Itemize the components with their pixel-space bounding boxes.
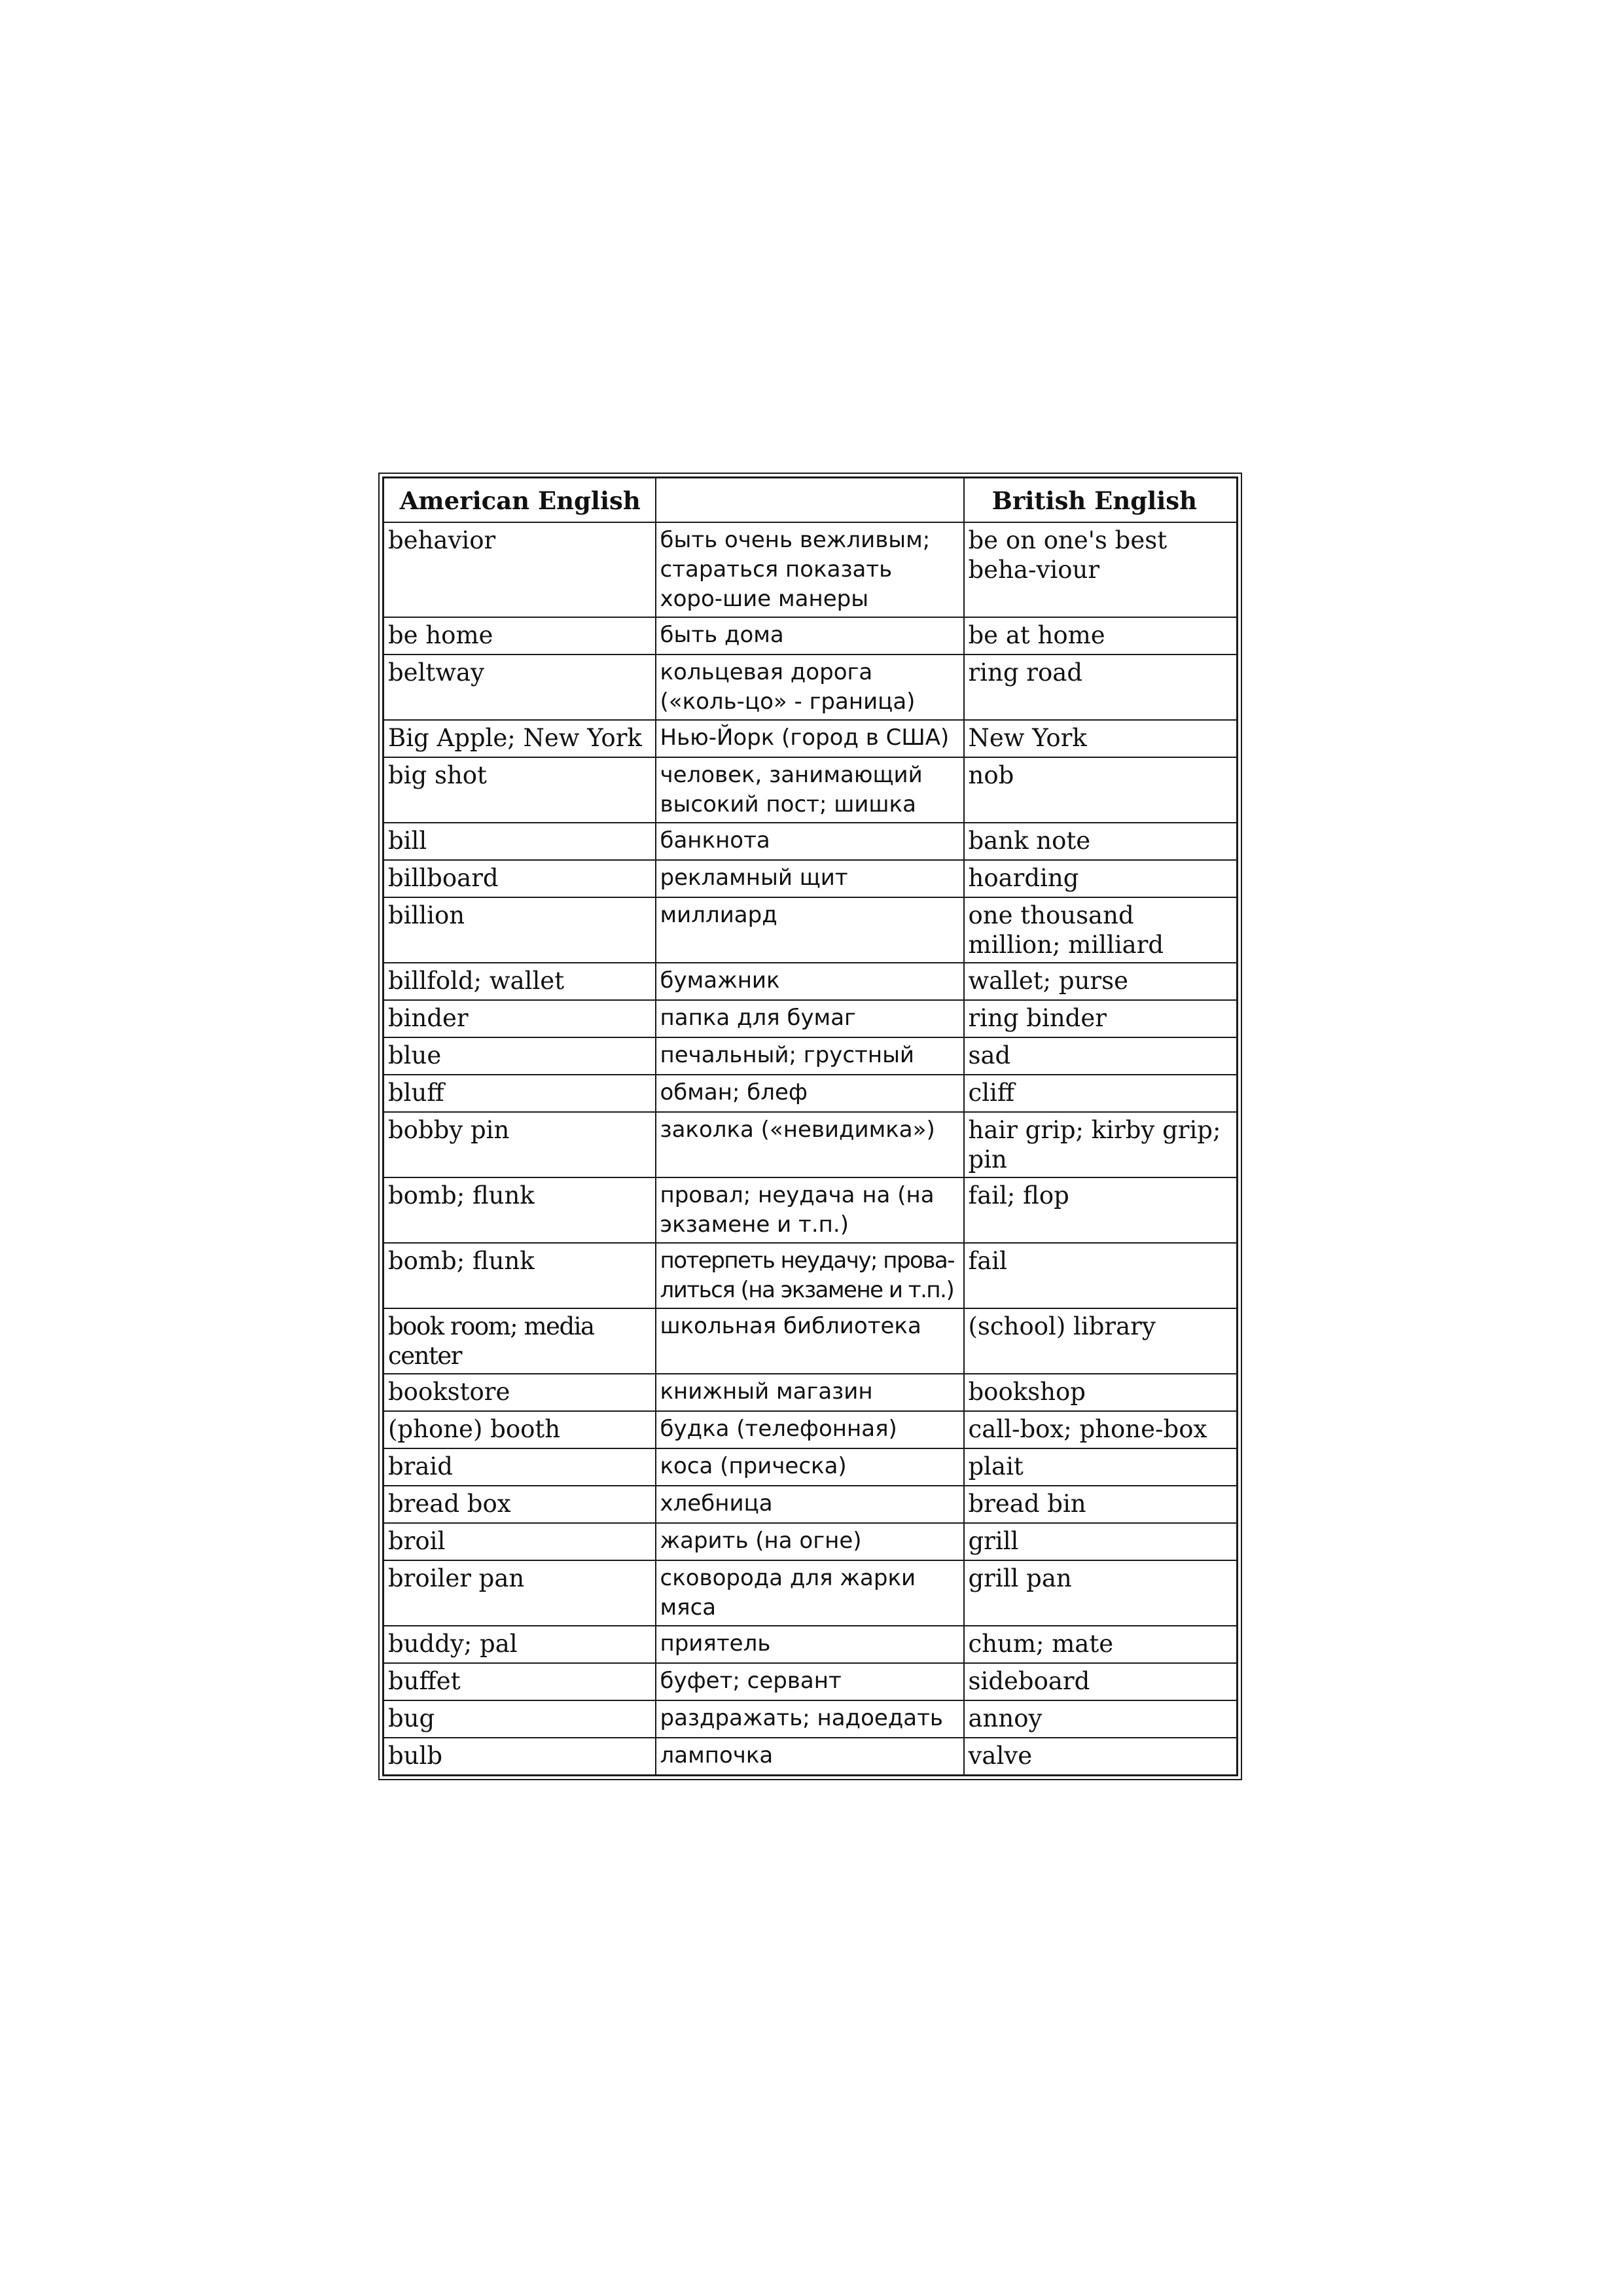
british-term: sad [964,1037,1238,1075]
russian-translation: школьная библиотека [656,1308,964,1374]
russian-translation: хлебница [656,1486,964,1523]
russian-translation: обман; блеф [656,1075,964,1112]
british-term: sideboard [964,1663,1238,1700]
american-term: (phone) booth [383,1411,656,1448]
american-term: be home [383,617,656,655]
russian-translation: заколка («невидимка») [656,1112,964,1177]
russian-translation: будка (телефонная) [656,1411,964,1448]
russian-translation: жарить (на огне) [656,1523,964,1560]
british-term: cliff [964,1075,1238,1112]
russian-translation: коса (прическа) [656,1448,964,1486]
table-row [383,1626,1238,1663]
british-term: annoy [964,1700,1238,1738]
table-row [383,1523,1238,1560]
american-term: bulb [383,1738,656,1775]
russian-translation: приятель [656,1626,964,1663]
table-row [383,1000,1238,1037]
british-term: fail; flop [964,1177,1238,1243]
american-term: bomb; flunk [383,1177,656,1243]
table-row [383,522,1238,617]
russian-translation: рекламный щит [656,860,964,897]
american-term: bluff [383,1075,656,1112]
russian-translation: банкнота [656,823,964,860]
table-row [383,720,1238,757]
russian-translation: миллиард [656,897,964,963]
british-term: wallet; purse [964,963,1238,1000]
table-row [383,1037,1238,1075]
american-term: broiler pan [383,1560,656,1626]
table-row [383,1411,1238,1448]
russian-translation: Нью-Йорк (город в США) [656,720,964,757]
british-term: plait [964,1448,1238,1486]
russian-translation: потерпеть неудачу; прова-литься (на экзамене и т.п.) [656,1243,964,1308]
table-row [383,1374,1238,1411]
british-term: ring binder [964,1000,1238,1037]
table-row [383,1112,1238,1177]
british-term: call-box; phone-box [964,1411,1238,1448]
table-row [383,897,1238,963]
russian-translation: буфет; сервант [656,1663,964,1700]
russian-translation: книжный магазин [656,1374,964,1411]
table-row [383,617,1238,655]
american-term: book room; media center [383,1308,656,1374]
british-term: chum; mate [964,1626,1238,1663]
american-term: beltway [383,655,656,720]
british-term: valve [964,1738,1238,1775]
russian-translation: лампочка [656,1738,964,1775]
british-term: nob [964,757,1238,823]
russian-translation: быть дома [656,617,964,655]
american-term: behavior [383,522,656,617]
american-term: buddy; pal [383,1626,656,1663]
table-row [383,1243,1238,1308]
glossary-table [382,476,1238,1776]
american-term: bill [383,823,656,860]
british-term: (school) library [964,1308,1238,1374]
british-term: New York [964,720,1238,757]
table-row [383,1738,1238,1775]
american-term: bomb; flunk [383,1243,656,1308]
table-row [383,1075,1238,1112]
american-term: big shot [383,757,656,823]
american-term: billfold; wallet [383,963,656,1000]
british-term: bank note [964,823,1238,860]
table-row [383,1486,1238,1523]
british-term: hair grip; kirby grip; pin [964,1112,1238,1177]
american-term: braid [383,1448,656,1486]
russian-translation: быть очень вежливым; стараться показать хоро-шие манеры [656,522,964,617]
header-british-english: British English [964,478,1238,523]
russian-translation: папка для бумаг [656,1000,964,1037]
table-row [383,1448,1238,1486]
american-term: broil [383,1523,656,1560]
glossary-body [383,522,1238,1775]
russian-translation: кольцевая дорога («коль-цо» - граница) [656,655,964,720]
table-row [383,963,1238,1000]
russian-translation: сковорода для жарки мяса [656,1560,964,1626]
table-row [383,1560,1238,1626]
russian-translation: человек, занимающий высокий пост; шишка [656,757,964,823]
american-term: binder [383,1000,656,1037]
table-row [383,1308,1238,1374]
table-row [383,823,1238,860]
russian-translation: раздражать; надоедать [656,1700,964,1738]
table-row [383,655,1238,720]
british-term: be on one's best beha-viour [964,522,1238,617]
header-translation [656,478,964,523]
table-header-row [383,478,1238,523]
american-term: bookstore [383,1374,656,1411]
british-term: fail [964,1243,1238,1308]
american-term: billboard [383,860,656,897]
russian-translation: провал; неудача на (на экзамене и т.п.) [656,1177,964,1243]
russian-translation: бумажник [656,963,964,1000]
british-term: bookshop [964,1374,1238,1411]
british-term: grill pan [964,1560,1238,1626]
american-term: bread box [383,1486,656,1523]
british-term: grill [964,1523,1238,1560]
american-term: buffet [383,1663,656,1700]
table-row [383,860,1238,897]
british-term: one thousand million; milliard [964,897,1238,963]
table-row [383,757,1238,823]
british-term: ring road [964,655,1238,720]
russian-translation: печальный; грустный [656,1037,964,1075]
british-term: bread bin [964,1486,1238,1523]
american-term: Big Apple; New York [383,720,656,757]
american-term: blue [383,1037,656,1075]
table-row [383,1177,1238,1243]
american-term: bobby pin [383,1112,656,1177]
american-term: billion [383,897,656,963]
british-term: be at home [964,617,1238,655]
british-term: hoarding [964,860,1238,897]
american-term: bug [383,1700,656,1738]
table-row [383,1663,1238,1700]
table-row [383,1700,1238,1738]
header-american-english: American English [383,478,656,523]
